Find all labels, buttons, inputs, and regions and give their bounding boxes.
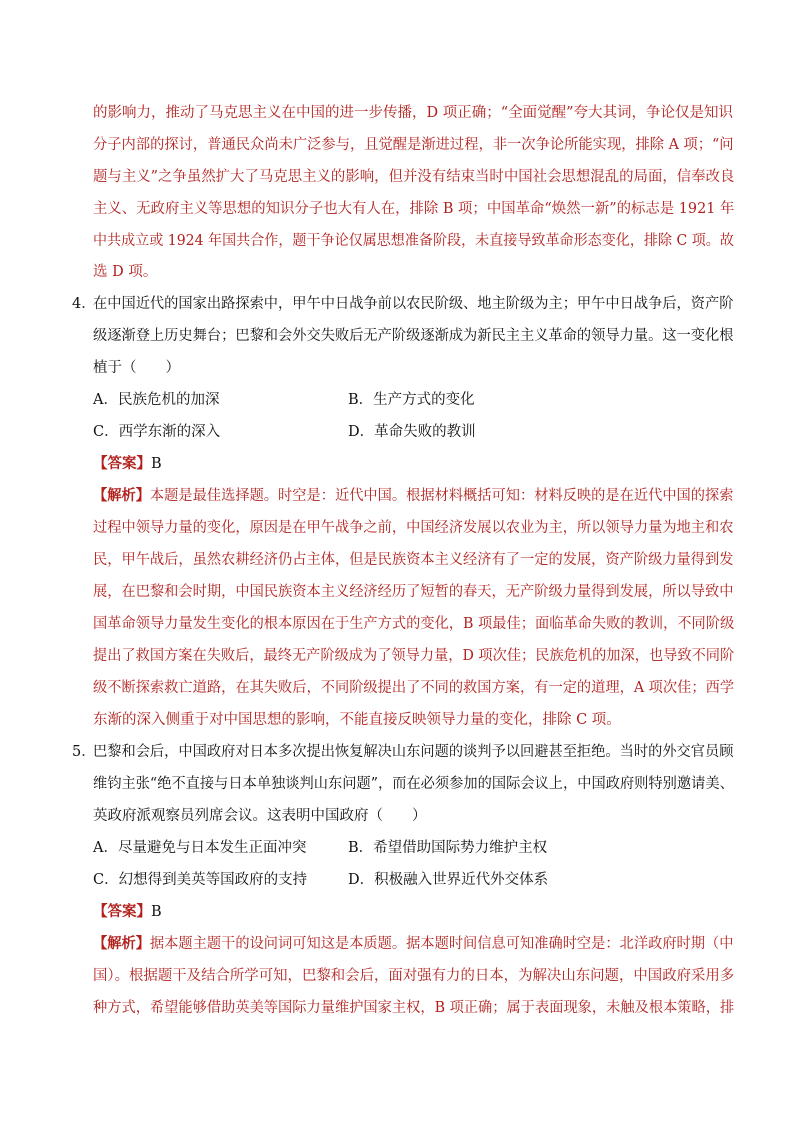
analysis-text: 本题是最佳选择题。时空是：近代中国。根据材料概括可知：材料反映的是在近代中国的探索 — [149, 488, 734, 504]
answer-line — [93, 903, 162, 921]
prev-analysis-line: 主义、无政府主义等思想的知识分子也大有人在，排除 B 项；中国革命“焕然一新”的标志是 1921 年 — [93, 201, 735, 217]
question-stem-line: 在中国近代的国家出路探索中，甲午中日战争前以农民阶级、地主阶级为主；甲午中日战争后，资产阶 — [93, 296, 734, 312]
answer-line — [93, 455, 162, 473]
analysis-line: 国）。根据题干及结合所学可知，巴黎和会后，面对强有力的日本，为解决山东问题，中国政府采用多 — [93, 968, 735, 984]
option-d: D．积极融入世界近代外交体系 — [348, 872, 549, 888]
analysis-line: 级不断探索救亡道路，在其失败后，不同阶级提出了不同的救国方案，有一定的道理，A 项次佳；西学 — [93, 680, 735, 696]
analysis-tag: 【解析】 — [93, 935, 150, 952]
question-number: 5． — [72, 744, 96, 760]
option-a: A．尽量避免与日本发生正面冲突 — [93, 840, 307, 856]
option-c: C．西学东渐的深入 — [93, 424, 221, 440]
analysis-line — [93, 487, 733, 505]
prev-analysis-line: 题与主义”之争虽然扩大了马克思主义的影响，但并没有结束当时中国社会思想混乱的局面，信奉改良 — [93, 169, 735, 185]
question-stem-line: 植于（ ） — [93, 360, 180, 376]
question-stem-line: 维钧主张“绝不直接与日本单独谈判山东问题”，而在必须参加的国际会议上，中国政府则特别邀请美、 — [93, 776, 734, 792]
answer-tag: 【答案】 — [93, 903, 151, 920]
question-stem-line: 级逐渐登上历史舞台；巴黎和会外交失败后无产阶级逐渐成为新民主主义革命的领导力量。这一变化根 — [93, 328, 734, 344]
analysis-line: 民，甲午战后，虽然农耕经济仍占主体，但是民族资本主义经济有了一定的发展，资产阶级力量得到发 — [93, 552, 734, 568]
prev-analysis-line: 分子内部的探讨，普通民众尚未广泛参与，且觉醒是渐进过程，非一次争论所能实现，排除 A 项；“问 — [93, 137, 734, 153]
answer-value: B — [151, 904, 162, 920]
analysis-line: 过程中领导力量的变化，原因是在甲午战争之前，中国经济发展以农业为主，所以领导力量为地主和农 — [93, 520, 734, 536]
analysis-tag: 【解析】 — [93, 487, 150, 504]
prev-analysis-line: 中共成立或 1924 年国共合作，题干争论仅属思想准备阶段，未直接导致革命形态变化，排除 C 项。故 — [93, 233, 734, 249]
option-b: B．希望借助国际势力维护主权 — [348, 840, 548, 856]
answer-value: B — [151, 456, 162, 472]
option-c: C．幻想得到美英等国政府的支持 — [93, 872, 308, 888]
question-number: 4． — [72, 296, 96, 312]
analysis-line — [93, 935, 733, 953]
analysis-line: 国革命领导力量发生变化的根本原因在于生产方式的变化，B 项最佳；面临革命失败的教训，不同阶级 — [93, 616, 735, 632]
analysis-line: 展，在巴黎和会时期，中国民族资本主义经济经历了短暂的春天，无产阶级力量得到发展，所以导致中 — [93, 584, 734, 600]
question-stem-line: 英政府派观察员列席会议。这表明中国政府（ ） — [93, 808, 427, 824]
prev-analysis-line: 的影响力，推动了马克思主义在中国的进一步传播，D 项正确；“全面觉醒”夸大其词，争论仅是知识 — [93, 105, 734, 121]
question-stem-line: 巴黎和会后，中国政府对日本多次提出恢复解决山东问题的谈判予以回避甚至拒绝。当时的外交官员顾 — [93, 744, 734, 760]
answer-tag: 【答案】 — [93, 455, 151, 472]
analysis-line: 东渐的深入侧重于对中国思想的影响，不能直接反映领导力量的变化，排除 C 项。 — [93, 712, 621, 728]
analysis-line: 种方式，希望能够借助英美等国际力量维护国家主权，B 项正确；属于表面现象，未触及根本策略，排 — [93, 1000, 735, 1016]
analysis-line: 提出了救国方案在失败后，最终无产阶级成为了领导力量，D 项次佳；民族危机的加深，也导致不同阶 — [93, 648, 735, 664]
analysis-text: 据本题主题干的设问词可知这是本质题。据本题时间信息可知准确时空是：北洋政府时期（中 — [149, 936, 734, 952]
option-a: A．民族危机的加深 — [93, 392, 220, 408]
option-d: D．革命失败的教训 — [348, 424, 476, 440]
prev-analysis-line: 选 D 项。 — [93, 264, 158, 280]
option-b: B．生产方式的变化 — [348, 392, 475, 408]
